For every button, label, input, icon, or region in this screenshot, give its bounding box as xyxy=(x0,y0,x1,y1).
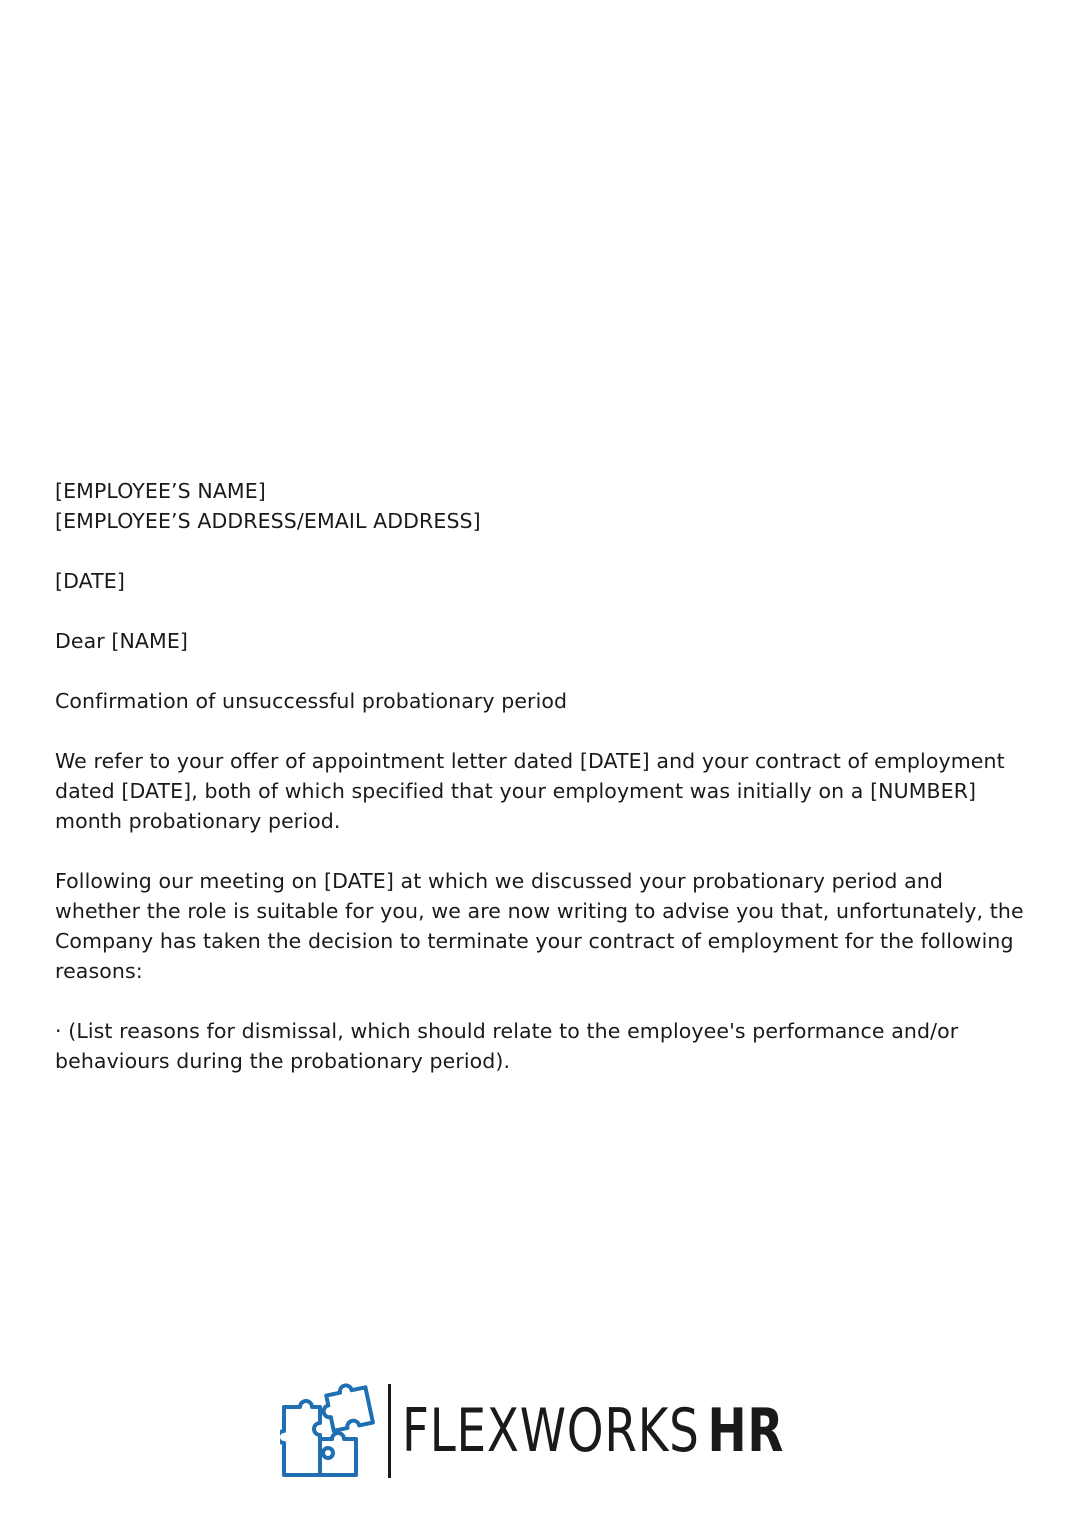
logo-name-light: FLEXWORKS xyxy=(402,1396,700,1466)
logo-divider xyxy=(388,1384,391,1478)
logo-wordmark xyxy=(402,1396,785,1466)
salutation: Dear [NAME] xyxy=(55,629,188,653)
employee-address: [EMPLOYEE’S ADDRESS/EMAIL ADDRESS] xyxy=(55,509,481,533)
letter-subject: Confirmation of unsuccessful probationary period xyxy=(55,689,568,713)
letter-date: [DATE] xyxy=(55,569,125,593)
letter-body xyxy=(55,476,1030,1106)
paragraph-appointment: We refer to your offer of appointment letter dated [DATE] and your contract of employment dated [DATE], both of which specified that your employment was initially on a [NUMBER] month probationary period. xyxy=(55,749,1005,833)
logo-name-bold: HR xyxy=(707,1396,785,1466)
company-logo xyxy=(280,1383,810,1479)
reasons-bullet: · (List reasons for dismissal, which should relate to the employee's performance and/or behaviours during the probationary period). xyxy=(55,1019,959,1073)
paragraph-meeting: Following our meeting on [DATE] at which we discussed your probationary period and whether the role is suitable for you, we are now writing to advise you that, unfortunately, the Company has taken the decision to terminate your contract of employment for the following reasons: xyxy=(55,869,1024,983)
puzzle-pieces-icon xyxy=(280,1383,380,1479)
employee-name: [EMPLOYEE’S NAME] xyxy=(55,479,266,503)
